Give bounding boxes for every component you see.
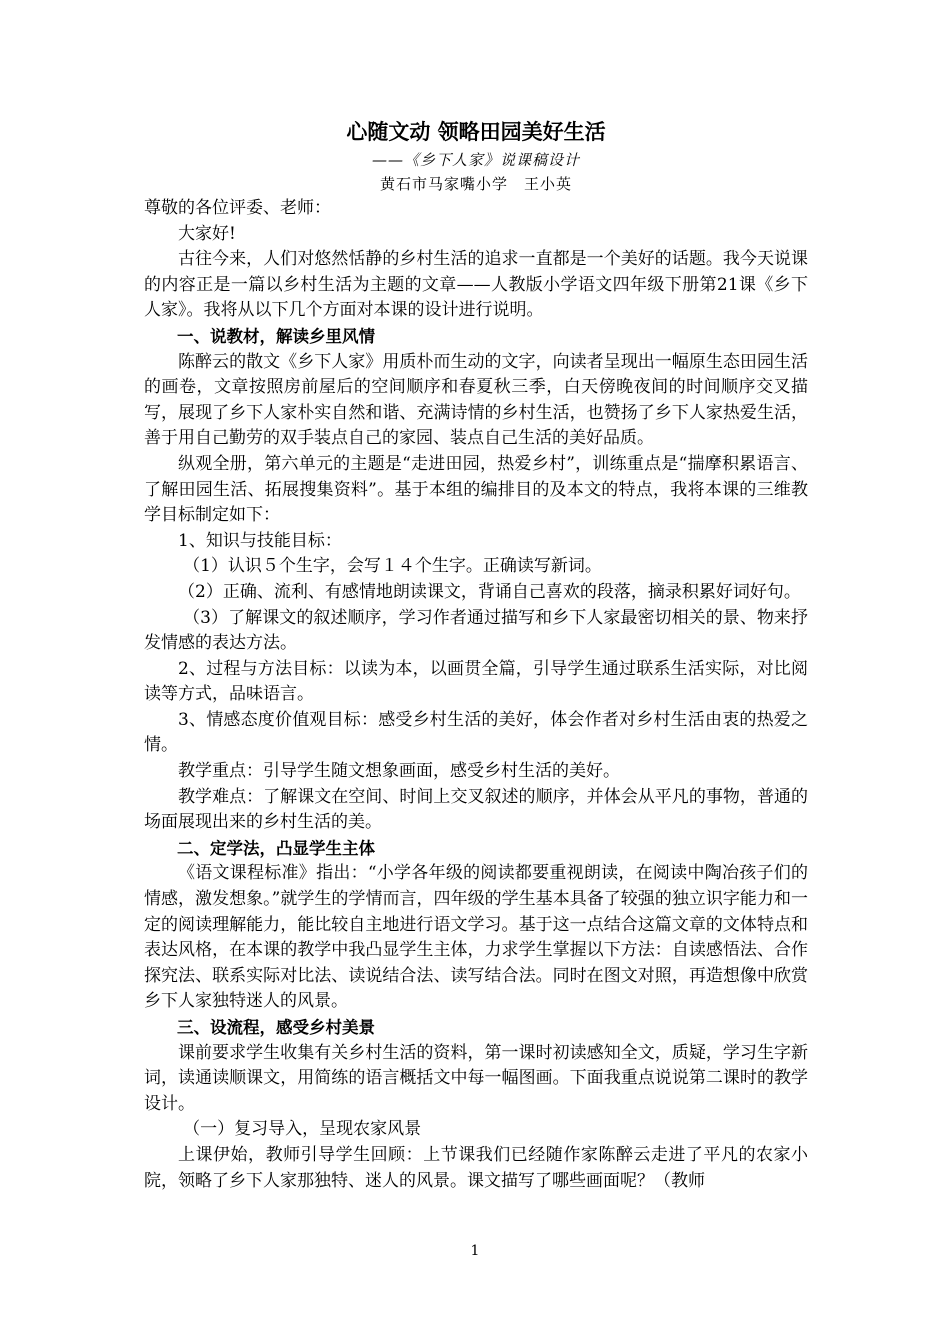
paragraph: 纵观全册，第六单元的主题是“走进田园，热爱乡村”，训练重点是“揣摩积累语言、了解田园生活、拓展搜集资料”。基于本组的编排目的及本文的特点，我将本课的三维教学目标制定如下：: [144, 453, 808, 526]
paragraph: （2）正确、流利、有感情地朗读课文，背诵自己喜欢的段落，摘录积累好词好句。: [178, 581, 801, 602]
paragraph: 1、知识与技能目标：: [178, 530, 342, 551]
section-heading: 三、设流程，感受乡村美景: [177, 1018, 375, 1037]
paragraph: 3、情感态度价值观目标：感受乡村生活的美好，体会作者对乡村生活由衷的热爱之情。: [144, 709, 808, 756]
paragraph: 《语文课程标准》指出：“小学各年级的阅读都要重视朗读，在阅读中陶冶孩子们的情感，激发想象。”就学生的学情而言，四年级的学生基本具备了较强的独立识字能力和一定的阅读理解能力，能比较自主地进行语文学习。基于这一点结合这篇文章的文体特点和表达风格，在本课的教学中我凸显学生主体，力求学生掌握以下方法：自读感悟法、合作探究法、联系实际对比法、读说结合法、读写结合法。同时在图文对照，再造想像中欣赏乡下人家独特迷人的风景。: [144, 863, 808, 1012]
section-heading: 二、定学法，凸显学生主体: [177, 838, 375, 858]
section-heading: 一、说教材，解读乡里风情: [177, 326, 375, 346]
paragraph: 上课伊始，教师引导学生回顾：上节课我们已经随作家陈醉云走进了平凡的农家小院，领略了乡下人家那独特、迷人的风景。课文描写了哪些画面呢？（教师: [144, 1144, 808, 1191]
paragraph: （1）认识５个生字，会写１４个生字。正确读写新词。: [183, 556, 602, 577]
author-line: 黄石市马家嘴小学 王小英: [379, 175, 572, 193]
page-subtitle: ——《乡下人家》说课稿设计: [371, 151, 580, 169]
paragraph: 大家好!: [178, 223, 236, 244]
paragraph: 2、过程与方法目标：以读为本，以画贯全篇，引导学生通过联系生活实际，对比阅读等方式，品味语言。: [144, 658, 808, 705]
paragraph: 古往今来，人们对悠然恬静的乡村生活的追求一直都是一个美好的话题。我今天说课的内容正是一篇以乡村生活为主题的文章——人教版小学语文四年级下册第21课《乡下人家》。我将从以下几个方面对本课的设计进行说明。: [144, 249, 808, 321]
paragraph: 陈醉云的散文《乡下人家》用质朴而生动的文字，向读者呈现出一幅原生态田园生活的画卷，文章按照房前屋后的空间顺序和春夏秋三季，白天傍晚夜间的时间顺序交叉描写，展现了乡下人家朴实自然和谐、充满诗情的乡村生活，也赞扬了乡下人家热爱生活，善于用自己勤劳的双手装点自己的家园、装点自己生活的美好品质。: [144, 351, 808, 449]
document-body: [144, 116, 808, 1194]
paragraph: 教学重点：引导学生随文想象画面，感受乡村生活的美好。: [178, 761, 620, 782]
paragraph: 教学难点：了解课文在空间、时间上交叉叙述的顺序，并体会从平凡的事物，普通的场面展现出来的乡村生活的美。: [144, 786, 808, 833]
paragraph: （一）复习导入，呈现农家风景: [183, 1119, 422, 1140]
paragraph: （3）了解课文的叙述顺序，学习作者通过描写和乡下人家最密切相关的景、物来抒发情感的表达方法。: [144, 607, 808, 654]
paragraph-list: [144, 196, 808, 1194]
page-number: 1: [470, 1243, 480, 1259]
paragraph: 课前要求学生收集有关乡村生活的资料，第一课时初读感知全文，质疑，学习生字新词，读通读顺课文，用简练的语言概括文中每一幅图画。下面我重点说说第二课时的教学设计。: [144, 1042, 808, 1114]
paragraph: 尊敬的各位评委、老师：: [144, 198, 331, 218]
page-title: 心随文动 领略田园美好生活: [346, 120, 606, 144]
